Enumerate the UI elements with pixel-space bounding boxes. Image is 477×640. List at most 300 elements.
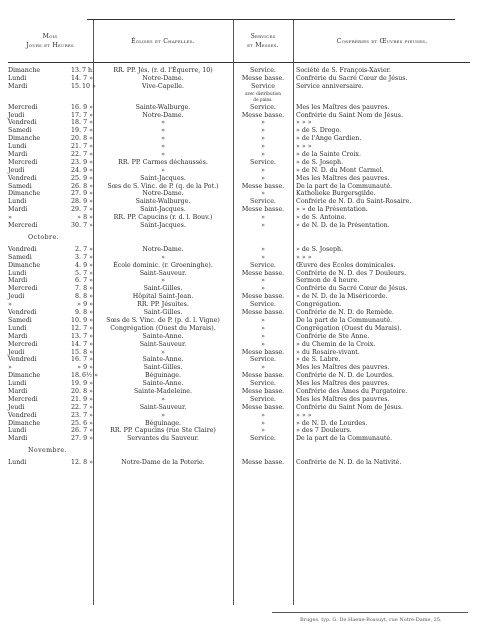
cell-hour: 8 »: [83, 182, 93, 190]
cell-num: 14.: [70, 74, 81, 82]
cell-conf: Œuvre des Écoles dominicales.: [296, 261, 396, 269]
cell-service: »: [261, 316, 265, 324]
cell-service: »: [261, 419, 265, 427]
cell-hour: 7 »: [83, 411, 93, 419]
table-row: [8, 341, 470, 349]
cell-conf: » » »: [296, 253, 312, 261]
table-row: [8, 309, 470, 317]
cell-num: 13.: [70, 67, 81, 74]
table-row: [8, 277, 470, 285]
cell-hour: 7 h.: [82, 67, 95, 74]
cell-conf: Confrérie de N. D. de la Nativité.: [296, 459, 402, 467]
cell-day: Mardi: [8, 387, 28, 395]
cell-day: Mardi: [8, 277, 28, 285]
cell-conf: » du Rosaire-vivant.: [296, 348, 360, 356]
cell-conf: De la part de la Communauté.: [296, 435, 393, 443]
table-header: [8, 20, 470, 63]
cell-service: Service.: [250, 435, 276, 443]
cell-day: Mercredi: [8, 395, 38, 403]
cell-service: avec distribution: [245, 90, 281, 96]
cell-service: »: [261, 411, 265, 419]
table-row: [8, 190, 470, 198]
table-row: [8, 388, 470, 396]
cell-num: 25.: [70, 419, 81, 427]
header-date-line1: Mois: [42, 33, 58, 40]
cell-church: Notre-Dame.: [142, 74, 184, 82]
table-row: [8, 356, 470, 364]
table-row: [8, 67, 470, 75]
cell-hour: 8 »: [83, 285, 93, 293]
table-row: [8, 285, 470, 293]
cell-hour: 9 »: [83, 316, 93, 324]
table-row: [8, 198, 470, 206]
table-row: [8, 175, 470, 183]
header-confraternities-column: [294, 20, 470, 62]
cell-hour: 9 »: [83, 261, 93, 269]
cell-church: Sainte-Anne.: [142, 356, 184, 364]
table-row: [8, 372, 470, 380]
cell-service: Service.: [250, 356, 276, 364]
cell-service: Service: [251, 82, 275, 90]
cell-church: Saint-Gilles.: [143, 364, 183, 372]
cell-hour: 8 »: [83, 309, 93, 317]
cell-num: 15.: [70, 348, 81, 356]
cell-hour: 7 »: [83, 222, 93, 230]
cell-service: Service.: [250, 261, 276, 269]
cell-hour: 9 »: [83, 395, 93, 403]
cell-num: 26.: [70, 427, 81, 435]
cell-num: 24.: [70, 166, 81, 174]
cell-church: Sainte-Walburge.: [135, 103, 191, 111]
table-row: [8, 404, 470, 412]
cell-day: Samedi: [8, 316, 32, 324]
cell-church: »: [161, 348, 165, 356]
cell-conf: » de N. D. de la Miséricorde.: [296, 293, 388, 301]
table-row: [8, 183, 470, 191]
cell-church: RR. PP. Jés. (r. d. l'Équerre, 10): [113, 67, 213, 74]
cell-church: Saint-Jacques.: [140, 174, 186, 182]
table-row: [8, 420, 470, 428]
cell-conf: De la part de la Communauté.: [296, 182, 393, 190]
cell-hour: 7 »: [83, 127, 93, 135]
cell-conf: » » »: [296, 143, 312, 151]
cell-service: »: [261, 253, 265, 261]
cell-service: »: [261, 285, 265, 293]
table-row: [8, 151, 470, 159]
cell-church: Saint-Sauveur.: [139, 403, 187, 411]
table-row: [8, 112, 470, 120]
cell-service: Service.: [250, 103, 276, 111]
cell-hour: 9 »: [83, 174, 93, 182]
cell-day: Dimanche: [8, 261, 41, 269]
month-heading: Novembre.: [28, 447, 67, 455]
cell-num: 9.: [74, 309, 81, 317]
cell-service: »: [261, 222, 265, 230]
table-row: [8, 135, 470, 143]
cell-hour: 9 »: [83, 380, 93, 388]
schedule-table-body: [8, 67, 470, 467]
cell-hour: 6½ »: [82, 372, 98, 380]
cell-conf: » de S. Joseph.: [296, 245, 344, 253]
cell-service: Messe basse.: [241, 269, 285, 277]
cell-service: Messe basse.: [241, 387, 285, 395]
table-row: [8, 167, 470, 175]
cell-conf: » de la Sainte Croix.: [296, 151, 361, 159]
cell-day: Mardi: [8, 206, 28, 214]
cell-conf: Sermon de 4 heure.: [296, 277, 360, 285]
cell-num: 18.: [70, 372, 81, 380]
cell-hour: 10 »: [82, 82, 96, 90]
cell-day: Mardi: [8, 151, 28, 159]
cell-hour: 7 »: [83, 245, 93, 253]
cell-service: Service.: [250, 198, 276, 206]
cell-day: Lundi: [8, 198, 27, 206]
cell-church: RR. PP. Carmes déchaussés.: [118, 158, 208, 166]
cell-day: Jeudi: [8, 348, 25, 356]
cell-day: »: [8, 214, 12, 222]
cell-conf: Société de S. François-Xavier.: [296, 67, 391, 74]
cell-day: Vendredi: [8, 245, 37, 253]
cell-day: Lundi: [8, 74, 27, 82]
cell-hour: 7 »: [83, 427, 93, 435]
cell-conf: Mes les Maîtres des pauvres.: [296, 174, 390, 182]
header-churches: Églises et Chapelles.: [131, 37, 195, 45]
cell-conf: Confrérie du Saint Nom de Jésus.: [296, 111, 404, 119]
table-row: [8, 104, 470, 112]
cell-service: »: [261, 143, 265, 151]
cell-day: Vendredi: [8, 119, 37, 127]
cell-service: Messe basse.: [241, 459, 285, 467]
cell-church: »: [161, 253, 165, 261]
cell-conf: Katholieke Burgersgilde.: [296, 190, 376, 198]
cell-hour: 8 »: [83, 293, 93, 301]
cell-hour: 8 »: [83, 387, 93, 395]
cell-church: »: [161, 411, 165, 419]
cell-church: Béguinage.: [144, 372, 182, 380]
cell-hour: 9 »: [83, 166, 93, 174]
table-row: [8, 317, 470, 325]
cell-conf: » des 7 Douleurs.: [296, 427, 352, 435]
cell-church: »: [161, 135, 165, 143]
table-row: [8, 459, 470, 467]
cell-conf: » » »: [296, 119, 312, 127]
cell-service: »: [261, 277, 265, 285]
cell-conf: Confrérie du Saint Nom de Jésus.: [296, 403, 404, 411]
cell-hour: 8 »: [83, 135, 93, 143]
cell-service: Messe basse.: [241, 309, 285, 317]
cell-hour: 8 »: [83, 214, 93, 222]
cell-service: Messe basse.: [241, 74, 285, 82]
cell-hour: 7 »: [83, 143, 93, 151]
table-row: [8, 435, 470, 443]
table-row: [8, 254, 470, 262]
cell-church: Congrégation (Ouest du Marais).: [110, 324, 216, 332]
cell-day: Vendredi: [8, 411, 37, 419]
cell-day: Samedi: [8, 253, 32, 261]
month-heading-row: [8, 230, 470, 246]
header-date-line2: Jours et Heures: [26, 42, 74, 49]
header-confraternities: Confréries et Œuvres pieuses.: [336, 37, 428, 45]
cell-num: 30.: [70, 222, 81, 230]
table-row: [8, 396, 470, 404]
cell-num: 22.: [70, 403, 81, 411]
cell-num: 19.: [70, 380, 81, 388]
cell-day: Samedi: [8, 182, 32, 190]
cell-conf: » de N. D. de Lourdes.: [296, 419, 368, 427]
cell-num: 3.: [74, 253, 81, 261]
cell-church: »: [161, 277, 165, 285]
cell-church: Notre-Dame.: [142, 111, 184, 119]
cell-day: Lundi: [8, 143, 27, 151]
cell-service: »: [261, 190, 265, 198]
cell-num: 12.: [70, 459, 81, 467]
cell-service: »: [261, 166, 265, 174]
cell-hour: 9 »: [83, 364, 93, 372]
cell-num: 6.: [74, 277, 81, 285]
table-row: [8, 143, 470, 151]
cell-hour: 8 »: [83, 459, 93, 467]
cell-hour: 9 »: [83, 198, 93, 206]
cell-conf: Congrégation (Ouest du Marais).: [296, 324, 402, 332]
cell-hour: 7 »: [83, 151, 93, 159]
cell-num: 16.: [70, 356, 81, 364]
cell-day: Samedi: [8, 127, 32, 135]
cell-day: Mercredi: [8, 285, 38, 293]
cell-service: Service.: [250, 395, 276, 403]
cell-hour: 7 »: [83, 74, 93, 82]
cell-num: 20.: [70, 135, 81, 143]
cell-hour: 9 »: [83, 158, 93, 166]
cell-church: »: [161, 166, 165, 174]
cell-church: Sainte-Madeleine.: [133, 387, 193, 395]
cell-conf: Confrérie de N. D. de Remède.: [296, 309, 394, 317]
cell-church: Hôpital Saint-Jean.: [132, 293, 194, 301]
cell-num: 15.: [70, 82, 81, 90]
cell-hour: 9 »: [83, 103, 93, 111]
cell-num: 19.: [70, 127, 81, 135]
cell-church: Sainte-Anne.: [142, 380, 184, 388]
table-row: [8, 127, 470, 135]
cell-num: »: [77, 364, 81, 372]
cell-day: »: [8, 364, 12, 372]
table-row: [8, 75, 470, 83]
imprint-rule: [272, 612, 468, 613]
cell-service: »: [261, 119, 265, 127]
cell-day: Vendredi: [8, 356, 37, 364]
cell-conf: Mes les Maîtres des pauvres.: [296, 395, 390, 403]
cell-church: »: [161, 143, 165, 151]
cell-hour: 7 »: [83, 111, 93, 119]
cell-hour: 7 »: [83, 356, 93, 364]
cell-church: Béguinage.: [144, 419, 182, 427]
cell-conf: De la part de la Communauté.: [296, 316, 393, 324]
cell-conf: » » »: [296, 411, 312, 419]
table-row: [8, 222, 470, 230]
cell-church: Sainte-Walburge.: [135, 198, 191, 206]
table-row: [8, 325, 470, 333]
cell-day: »: [8, 301, 12, 309]
cell-church: Notre-Dame.: [142, 190, 184, 198]
cell-day: Mercredi: [8, 222, 38, 230]
cell-church: Saint-Sauveur.: [139, 340, 187, 348]
cell-service: »: [261, 245, 265, 253]
cell-hour: 9 »: [83, 301, 93, 309]
cell-num: 7.: [74, 285, 81, 293]
cell-service: »: [261, 214, 265, 222]
cell-church: Saint-Sauveur.: [139, 269, 187, 277]
cell-hour: 9 »: [83, 190, 93, 198]
cell-day: Lundi: [8, 459, 27, 467]
cell-service: Messe basse.: [241, 403, 285, 411]
cell-service: Messe basse.: [241, 111, 285, 119]
cell-conf: » de S. Drogo.: [296, 127, 342, 135]
cell-hour: 9 »: [83, 435, 93, 443]
header-date-column: [8, 20, 92, 62]
cell-conf: Confrérie de N. D. du Saint-Rosaire.: [296, 198, 412, 206]
cell-num: 23.: [70, 158, 81, 166]
table-row: [8, 293, 470, 301]
month-heading: Octobre.: [28, 233, 59, 241]
cell-service: »: [261, 427, 265, 435]
cell-hour: 7 »: [83, 340, 93, 348]
cell-church: Vive-Capelle.: [142, 82, 184, 90]
cell-num: 14.: [70, 340, 81, 348]
cell-num: 27.: [70, 190, 81, 198]
cell-conf: Mes les Maîtres des pauvres.: [296, 103, 390, 111]
cell-num: 12.: [70, 324, 81, 332]
table-row: [8, 333, 470, 341]
cell-church: Servantes du Sauveur.: [127, 435, 199, 443]
cell-hour: 7 »: [83, 332, 93, 340]
cell-conf: » de N. D. du Mont Carmel.: [296, 166, 384, 174]
cell-service: »: [261, 340, 265, 348]
cell-hour: 7 »: [83, 277, 93, 285]
cell-day: Dimanche: [8, 190, 41, 198]
cell-service: »: [261, 127, 265, 135]
header-services-column: [234, 20, 292, 62]
cell-church: »: [161, 119, 165, 127]
cell-num: 13.: [70, 332, 81, 340]
cell-service: Messe basse.: [241, 372, 285, 380]
header-services-line2: et Messes.: [247, 42, 279, 49]
cell-service: »: [261, 324, 265, 332]
cell-conf: » du Chemin de la Croix.: [296, 340, 376, 348]
cell-conf: Service anniversaire.: [296, 82, 364, 90]
cell-church: École dominic. (r. Groeninghe).: [113, 261, 213, 269]
cell-num: 10.: [70, 316, 81, 324]
cell-service: Service.: [250, 67, 276, 74]
cell-service: Messe basse.: [241, 293, 285, 301]
cell-church: »: [161, 127, 165, 135]
table-row: [8, 412, 470, 420]
table-row: [8, 206, 470, 214]
cell-hour: 8 »: [83, 348, 93, 356]
cell-num: 27.: [70, 435, 81, 443]
cell-service: Service.: [250, 380, 276, 388]
cell-church: Saint-Gilles.: [143, 309, 183, 317]
cell-num: 29.: [70, 206, 81, 214]
cell-conf: Confrérie de N. D. des 7 Douleurs.: [296, 269, 407, 277]
cell-day: Lundi: [8, 427, 27, 435]
header-services-line1: Services: [250, 33, 276, 40]
cell-church: RR. PP. Capucins (rue Ste Claire): [110, 427, 216, 435]
cell-num: »: [77, 214, 81, 222]
cell-hour: 7 »: [83, 269, 93, 277]
cell-day: Jeudi: [8, 403, 25, 411]
printer-imprint: Bruges, typ. G. De Haene-Bossuyt, rue Notre-Dame, 25.: [300, 617, 442, 623]
cell-service: Messe basse.: [241, 206, 285, 214]
cell-num: 8.: [74, 293, 81, 301]
cell-hour: 7 »: [83, 324, 93, 332]
cell-conf: » » de la Présentation.: [296, 206, 368, 214]
cell-conf: » de S. Antoine.: [296, 214, 347, 222]
table-row: [8, 349, 470, 357]
cell-conf: Mes les Maîtres des pauvres.: [296, 380, 390, 388]
cell-church: RR. PP. Capucins (r. d. l. Bouv.): [113, 214, 213, 222]
cell-day: Lundi: [8, 269, 27, 277]
cell-service: »: [261, 364, 265, 372]
cell-service: Messe basse.: [241, 182, 285, 190]
cell-day: Vendredi: [8, 309, 37, 317]
cell-conf: » de N. D. de la Présentation.: [296, 222, 390, 230]
cell-conf: » de S. Joseph.: [296, 158, 344, 166]
cell-church: »: [161, 395, 165, 403]
cell-num: 26.: [70, 182, 81, 190]
cell-service: de pains.: [253, 97, 273, 103]
cell-day: Dimanche: [8, 372, 41, 380]
cell-day: Dimanche: [8, 67, 41, 74]
cell-day: Lundi: [8, 324, 27, 332]
cell-num: 18.: [70, 119, 81, 127]
cell-conf: Confrérie de N. D. de Lourdes.: [296, 372, 394, 380]
cell-num: 21.: [70, 395, 81, 403]
cell-num: 22.: [70, 151, 81, 159]
cell-day: Dimanche: [8, 135, 41, 143]
cell-num: 4.: [74, 261, 81, 269]
cell-hour: 7 »: [83, 403, 93, 411]
cell-conf: » de S. Labre.: [296, 356, 341, 364]
cell-conf: Mes les Maîtres des pauvres.: [296, 364, 390, 372]
cell-day: Jeudi: [8, 166, 25, 174]
cell-service: »: [261, 151, 265, 159]
table-row: [8, 364, 470, 372]
cell-num: 2.: [74, 245, 81, 253]
cell-day: Jeudi: [8, 111, 25, 119]
cell-church: RR. PP. Jésuites.: [137, 301, 189, 309]
header-churches-column: [94, 20, 232, 62]
cell-day: Mercredi: [8, 103, 38, 111]
cell-church: »: [161, 151, 165, 159]
table-row: [8, 380, 470, 388]
cell-service: Service.: [250, 301, 276, 309]
cell-num: 16.: [70, 103, 81, 111]
cell-service: »: [261, 135, 265, 143]
cell-day: Mercredi: [8, 158, 38, 166]
cell-num: 28.: [70, 198, 81, 206]
cell-conf: Confrérie des Âmes du Purgatoire.: [296, 387, 408, 395]
cell-hour: 7 »: [83, 206, 93, 214]
cell-church: Sainte-Anne.: [142, 332, 184, 340]
cell-conf: Confrérie de Ste Anne.: [296, 332, 370, 340]
cell-service: »: [261, 174, 265, 182]
cell-church: Sœs de S. Vinc. de P. (q. de la Pot.): [107, 182, 219, 190]
cell-church: Notre-Dame.: [142, 245, 184, 253]
month-heading-row: [8, 443, 470, 459]
cell-day: Jeudi: [8, 293, 25, 301]
cell-service: Messe basse.: [241, 348, 285, 356]
cell-num: 20.: [70, 387, 81, 395]
table-row: [8, 214, 470, 222]
